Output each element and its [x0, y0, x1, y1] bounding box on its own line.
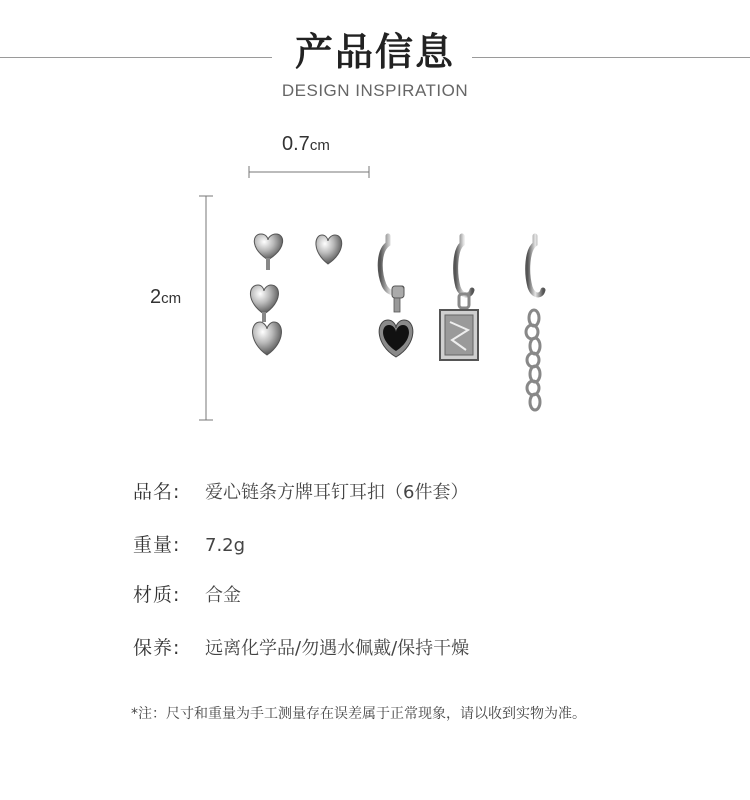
spec-care-value: 远离化学品/勿遇水佩戴/保持干燥	[205, 638, 470, 659]
height-unit: cm	[161, 290, 182, 307]
earring-triple-heart	[250, 234, 282, 355]
height-value: 2	[150, 286, 162, 308]
page-title: 产品信息	[294, 30, 455, 74]
spec-row-weight	[133, 530, 245, 557]
spec-name-value: 爱心链条方牌耳钉耳扣（6件套）	[205, 482, 469, 503]
spec-row-name	[133, 477, 468, 504]
width-dimension-line	[249, 166, 369, 178]
page-subtitle: DESIGN INSPIRATION	[281, 81, 469, 100]
earring-black-heart-hoop	[379, 236, 413, 357]
spec-care-label: 保养:	[133, 637, 181, 659]
width-value: 0.7	[282, 133, 310, 155]
height-dimension-line	[199, 196, 213, 420]
earring-chain-hoop	[526, 236, 543, 410]
spec-weight-label: 重量:	[133, 534, 181, 556]
spec-material-label: 材质:	[133, 584, 181, 606]
spec-row-material	[133, 580, 241, 607]
spec-weight-value: 7.2g	[205, 535, 246, 556]
earring-heart-stud	[316, 235, 342, 264]
spec-name-label: 品名:	[133, 481, 181, 503]
disclaimer-note: *注：尺寸和重量为手工测量存在误差属于正常现象，请以收到实物为准。	[131, 706, 586, 722]
width-unit: cm	[309, 137, 330, 154]
spec-row-care	[133, 633, 469, 660]
earring-square-tag-hoop	[440, 236, 478, 360]
spec-material-value: 合金	[205, 585, 241, 606]
